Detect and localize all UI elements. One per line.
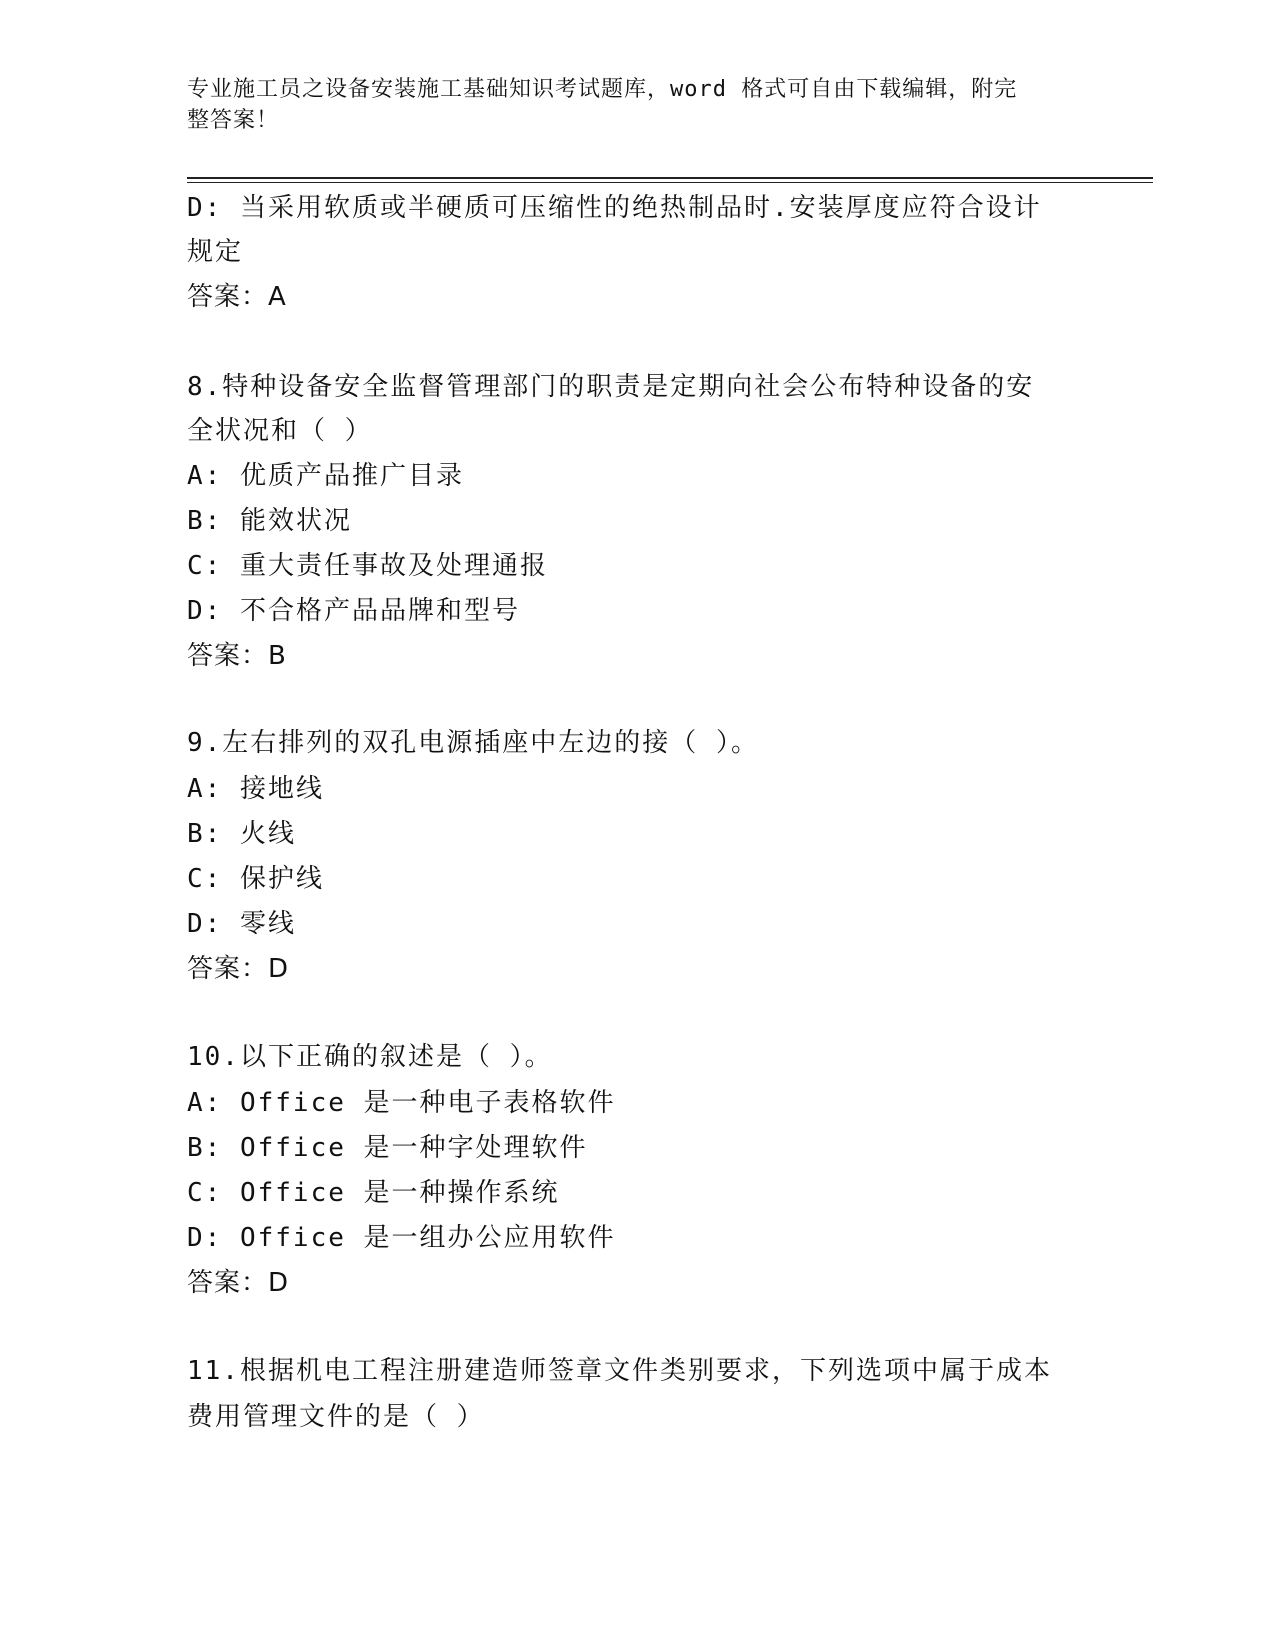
header-divider-thick	[187, 177, 1153, 179]
q8-option-d: D: 不合格产品品牌和型号	[187, 596, 520, 626]
header-text-line-1: 专业施工员之设备安装施工基础知识考试题库，word 格式可自由下载编辑，附完	[187, 77, 1018, 102]
q10-answer: 答案：D	[187, 1268, 290, 1298]
prev-option-d-line-1: D: 当采用软质或半硬质可压缩性的绝热制品时.安装厚度应符合设计	[187, 193, 1042, 223]
q8-stem-line-2: 全状况和（ ）	[187, 416, 373, 446]
q9-option-b: B: 火线	[187, 819, 296, 849]
prev-option-d-line-2: 规定	[187, 237, 244, 267]
q9-option-a: A: 接地线	[187, 774, 324, 804]
q8-stem-line-1: 8.特种设备安全监督管理部门的职责是定期向社会公布特种设备的安	[187, 372, 1035, 402]
prev-answer: 答案：A	[187, 282, 287, 312]
q9-option-d: D: 零线	[187, 909, 296, 939]
q8-answer: 答案：B	[187, 641, 287, 671]
q10-option-b: B: Office 是一种字处理软件	[187, 1133, 588, 1163]
q11-stem-line-2: 费用管理文件的是（ ）	[187, 1402, 485, 1432]
q11-stem-line-1: 11.根据机电工程注册建造师签章文件类别要求，下列选项中属于成本	[187, 1356, 1052, 1386]
q9-answer: 答案：D	[187, 954, 290, 984]
q8-option-b: B: 能效状况	[187, 506, 352, 536]
q8-option-c: C: 重大责任事故及处理通报	[187, 551, 548, 581]
q10-option-a: A: Office 是一种电子表格软件	[187, 1088, 616, 1118]
document-header	[187, 74, 1067, 136]
q10-option-c: C: Office 是一种操作系统	[187, 1178, 560, 1208]
q9-stem: 9.左右排列的双孔电源插座中左边的接（ ）。	[187, 728, 759, 758]
q10-option-d: D: Office 是一组办公应用软件	[187, 1223, 616, 1253]
header-divider-thin	[187, 182, 1153, 183]
q8-option-a: A: 优质产品推广目录	[187, 461, 464, 491]
q9-option-c: C: 保护线	[187, 864, 324, 894]
header-text-line-2: 整答案！	[187, 108, 280, 133]
q10-stem: 10.以下正确的叙述是（ ）。	[187, 1042, 553, 1072]
